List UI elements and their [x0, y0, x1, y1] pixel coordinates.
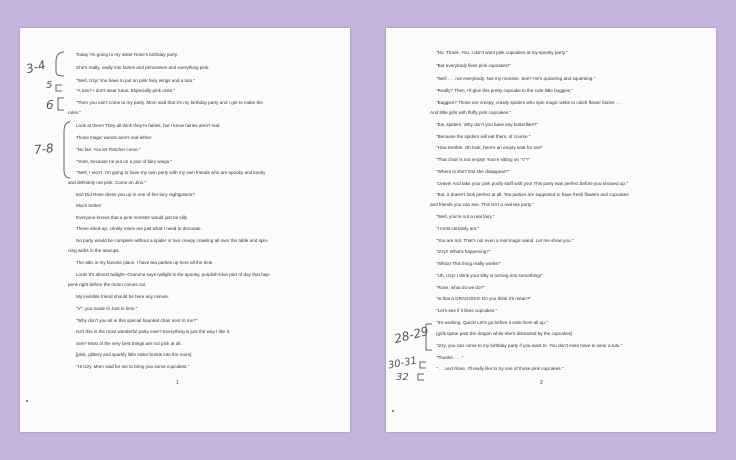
- script-line: "No. Thank. You. I don't want pink cupcakes at my spooky party.": [436, 50, 568, 55]
- annotation-30-31: 30-31: [387, 355, 418, 372]
- annotation-3-4: 3-4: [24, 57, 48, 77]
- script-line: "Hi Izzy. Mom said for me to bring you some cupcakes.": [76, 364, 190, 369]
- script-line: "But, it doesn't look perfect at all. Tea parties are supposed to have fresh flowers and cupcakes: [436, 192, 629, 197]
- script-line: Much better!: [76, 203, 102, 208]
- script-line: "Where is she? Did she disappear?": [436, 169, 510, 174]
- script-line: ning webs in the teacups.: [68, 248, 120, 253]
- script-line: "How terrible. Oh look, here's an empty seat for me!": [436, 145, 543, 150]
- script-line: And little girls with fluffy pink cupcakes.": [430, 110, 511, 115]
- manuscript-page-1: [20, 28, 350, 432]
- script-line: The attic is my favorite place. I have tea parties up here all the time.: [76, 260, 214, 265]
- script-line: "Why don't you sit in this special haunted chair next to me?": [76, 318, 198, 323]
- script-line: "Then you can't come to my party. Mom said that it's my birthday party and I get to make the: [76, 100, 263, 105]
- script-line: [pink, glittery and sparkly little sister bursts into the room]: [76, 352, 192, 357]
- script-line: "A tutu? I don't wear tutus. Especially pink ones.": [76, 88, 176, 93]
- script-line: "Well . . . not everybody. Not my monster. See? He's quivering and squirming.": [436, 76, 596, 81]
- annotation-6: 6: [46, 98, 54, 112]
- script-line: "Izzy!! What's happening?": [436, 249, 491, 254]
- script-line: "Uh, Izzy! I think your kitty is turning into something!": [436, 273, 543, 278]
- annotation-32: 32: [396, 372, 409, 383]
- margin-mark: [392, 410, 394, 412]
- script-line: "Really? Then, I'll give this pretty cupcake to the cute little buggies.": [436, 88, 574, 93]
- script-line: "Well, Izzy! You have to put on pink fairy wings and a tutu.": [76, 78, 196, 83]
- script-line: and definitely not pink. Come on Jinx.": [68, 180, 146, 185]
- script-line: Look! It's almost twilight--Gramma says twilight is the spooky, purplish-blue part of day that hap-: [76, 272, 271, 277]
- script-line: "Izzy, you can come to my birthday party if you want to. You don't even have to wear a tutu.": [436, 343, 623, 348]
- script-line: "Let's see if it likes cupcakes.": [436, 308, 498, 313]
- script-line: Ew! Did Rose dress you up in one of her lacy nightgowns?: [76, 192, 195, 197]
- page-number: 2: [540, 380, 543, 386]
- script-line: and friends you can see. This isn't a real tea party.": [430, 202, 534, 207]
- script-line: "Whoa! This thing really works!": [436, 261, 501, 266]
- script-line: (girls tiptoe past the dragon while she's distracted by the cupcakes): [436, 331, 573, 336]
- margin-mark: [26, 400, 28, 402]
- script-line: "Leave! And take your pink poofy stuff with you! This party was perfect before you showed up.": [436, 181, 628, 186]
- script-line: "But everybody likes pink cupcakes!": [436, 63, 511, 68]
- script-line: She's really, really into fairies and princesses and everything pink.: [76, 65, 210, 70]
- script-line: See? Most of the very best things are not pink at all.: [76, 341, 182, 346]
- script-line: "Because the spiders will eat them, of course.": [436, 134, 531, 139]
- script-line: "It's working. Quick! Let's go before it eats them all up.": [436, 320, 548, 325]
- page-number: 1: [176, 380, 179, 386]
- left-text-lines: [20, 28, 350, 432]
- script-line: These dried-up, crinkly roses are just what I need to decorate.: [76, 226, 202, 231]
- script-line: Isn't this is the most wonderful party ever? Everything is just the way I like it.: [76, 329, 231, 334]
- script-line: My invisible friend should be here any minute.: [76, 294, 170, 299]
- script-line: "No fair. You let Fletcher come.": [76, 147, 141, 152]
- script-line: "That chair is not empty! You're sitting on "V"!": [436, 157, 530, 162]
- manuscript-page-2: [386, 28, 716, 432]
- script-line: "Buggies? Those are creepy, crawly spiders who spin magic webs to catch flower fairies . . .: [436, 100, 623, 105]
- script-line: "Ew, spiders. Why don't you have any butterflies?": [436, 122, 538, 127]
- script-line: "Rose, what do we do?": [436, 285, 485, 290]
- script-line: "You are not. That's not even a real magic wand. Let me show you.": [436, 238, 574, 243]
- script-line: pens right before the moon comes out.: [68, 282, 147, 287]
- script-line: Those magic wands aren't real either.: [76, 135, 153, 140]
- annotation-7-8: 7-8: [33, 141, 55, 157]
- annotation-5: 5: [46, 80, 53, 91]
- script-line: Look at them! They all think they're fairies, but I know fairies aren't real.: [76, 123, 221, 128]
- script-line: Everyone knows that a pink monster would just be silly.: [76, 215, 189, 220]
- annotation-28-29: 28-29: [392, 323, 431, 347]
- script-line: " . . .and Rose, I'll really like to try one of those pink cupcakes.": [436, 366, 564, 371]
- script-line: "Is that a DRAGON!!!! Do you think it's mean?": [436, 296, 532, 301]
- right-text-lines: [386, 28, 716, 432]
- script-line: "Yeah, because he put on a pair of fairy wings.": [76, 159, 173, 164]
- script-line: rules.": [68, 110, 81, 115]
- script-line: "I most certainly am.": [436, 226, 480, 231]
- script-line: "Well, you're not a real fairy.": [436, 214, 495, 219]
- script-line: "V", you made it! Just in time.": [76, 306, 138, 311]
- script-line: "Thanks . . . ": [436, 355, 464, 360]
- script-line: Today I'm going to my sister Rose's birthday party.: [76, 52, 179, 57]
- script-line: No party would be complete without a spider or two creepy crawling all over the table and spin-: [76, 238, 269, 243]
- script-line: "Well, I won't. I'm going to have my own party with my own friends who are spooky and kooky: [76, 170, 266, 175]
